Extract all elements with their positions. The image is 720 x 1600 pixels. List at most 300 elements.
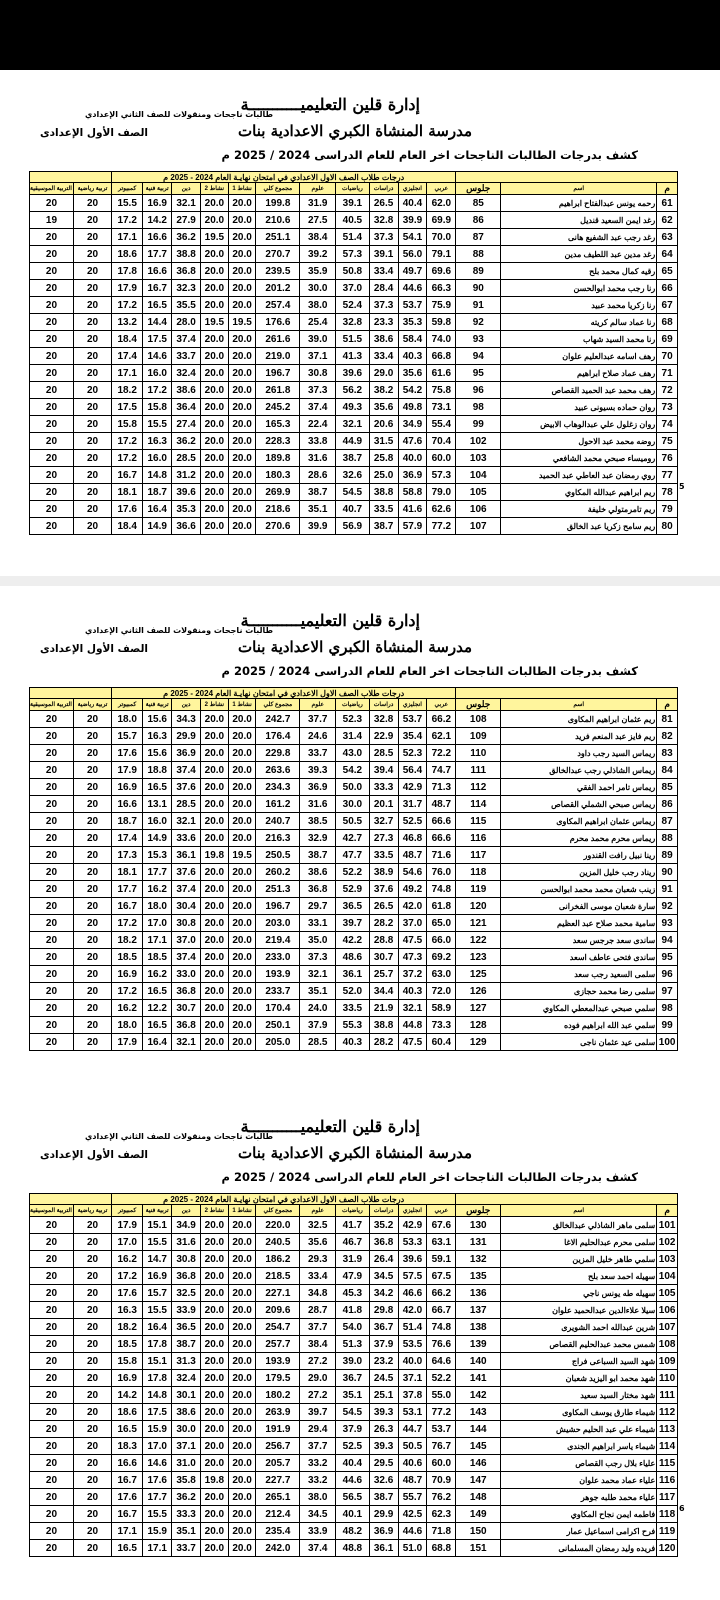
- row-number: 72: [657, 382, 678, 399]
- grade-cell: 15.7: [143, 1285, 172, 1302]
- grade-cell: 20.0: [201, 1540, 229, 1557]
- grade-cell: 39.2: [300, 246, 336, 263]
- grade-cell: 20: [73, 728, 111, 745]
- table-row: [30, 331, 678, 348]
- table-row: [30, 416, 678, 433]
- seat-number: 103: [456, 450, 501, 467]
- grade-cell: 39.6: [336, 365, 369, 382]
- grade-cell: 19.5: [228, 847, 256, 864]
- grade-cell: 26.5: [369, 898, 398, 915]
- grade-cell: 67.5: [427, 1268, 456, 1285]
- grade-cell: 65.0: [427, 915, 456, 932]
- grade-cell: 66.2: [427, 711, 456, 728]
- column-header-row: [30, 183, 678, 195]
- grade-cell: 38.7: [336, 450, 369, 467]
- grade-cell: 20: [30, 314, 74, 331]
- grade-cell: 20: [73, 467, 111, 484]
- grade-cell: 20: [73, 881, 111, 898]
- grade-cell: 20.0: [228, 467, 256, 484]
- seat-number: 121: [456, 915, 501, 932]
- grade-cell: 30.0: [300, 280, 336, 297]
- grade-cell: 74.8: [427, 1319, 456, 1336]
- total-score: 201.2: [256, 280, 300, 297]
- grade-cell: 27.9: [172, 212, 201, 229]
- grade-cell: 37.7: [300, 1319, 336, 1336]
- grade-cell: 20: [73, 1217, 111, 1234]
- grade-cell: 16.9: [112, 966, 143, 983]
- grade-cell: 20: [30, 1421, 74, 1438]
- table-row: [30, 382, 678, 399]
- grade-cell: 25.0: [369, 467, 398, 484]
- grade-cell: 20: [73, 365, 111, 382]
- grade-cell: 36.8: [369, 1234, 398, 1251]
- row-number: 79: [657, 501, 678, 518]
- grade-cell: 69.9: [427, 212, 456, 229]
- grade-cell: 20: [73, 762, 111, 779]
- total-score: 209.6: [256, 1302, 300, 1319]
- grade-cell: 39.7: [300, 1404, 336, 1421]
- grade-cell: 20.0: [201, 915, 229, 932]
- grade-cell: 20: [73, 983, 111, 1000]
- grade-cell: 14.6: [143, 1455, 172, 1472]
- grade-cell: 56.4: [398, 762, 427, 779]
- column-header: علوم: [300, 1205, 336, 1217]
- grade-cell: 32.8: [336, 314, 369, 331]
- grade-cell: 19.8: [201, 1472, 229, 1489]
- grade-cell: 20: [73, 1285, 111, 1302]
- grade-cell: 31.4: [336, 728, 369, 745]
- grade-cell: 53.1: [398, 1404, 427, 1421]
- report-title: كشف بدرجات الطالبات الناجحات اخر العام للعام الدراسى 2024 / 2025 م: [221, 1170, 638, 1184]
- grade-cell: 20: [73, 416, 111, 433]
- grade-cell: 33.9: [300, 1523, 336, 1540]
- grade-cell: 48.6: [336, 949, 369, 966]
- total-score: 212.4: [256, 1506, 300, 1523]
- grade-cell: 44.7: [398, 1421, 427, 1438]
- grade-cell: 20.0: [201, 1421, 229, 1438]
- grade-cell: 37.0: [336, 280, 369, 297]
- column-header-row: [30, 1205, 678, 1217]
- grade-cell: 20.0: [201, 518, 229, 535]
- student-name: رهف محمد عبد الحميد القصاص: [501, 382, 657, 399]
- grade-cell: 20.0: [228, 450, 256, 467]
- row-number: 63: [657, 229, 678, 246]
- total-score: 251.3: [256, 881, 300, 898]
- row-number: 78: [657, 484, 678, 501]
- total-score: 216.3: [256, 830, 300, 847]
- grade-cell: 28.2: [369, 915, 398, 932]
- seat-number: 132: [456, 1251, 501, 1268]
- grade-cell: 20: [30, 433, 74, 450]
- grade-cell: 66.6: [427, 830, 456, 847]
- grade-cell: 19: [30, 212, 74, 229]
- grade-cell: 17.8: [143, 1336, 172, 1353]
- grade-cell: 57.9: [398, 518, 427, 535]
- grade-cell: 26.3: [369, 1421, 398, 1438]
- column-header: عربي: [427, 183, 456, 195]
- grade-cell: 30.0: [336, 796, 369, 813]
- grade-cell: 37.4: [172, 762, 201, 779]
- table-row: [30, 1017, 678, 1034]
- grade-cell: 20: [73, 501, 111, 518]
- grade-cell: 20: [30, 501, 74, 518]
- row-number: 98: [657, 1000, 678, 1017]
- grade-cell: 36.4: [172, 399, 201, 416]
- table-row: [30, 745, 678, 762]
- student-name: رنا رجب محمد ابوالحسن: [501, 280, 657, 297]
- grade-cell: 20: [30, 1302, 74, 1319]
- grade-cell: 47.6: [398, 433, 427, 450]
- grade-cell: 44.9: [336, 433, 369, 450]
- grade-cell: 20.0: [201, 433, 229, 450]
- total-score: 196.7: [256, 365, 300, 382]
- grade-cell: 17.2: [112, 915, 143, 932]
- grade-cell: 37.8: [398, 1387, 427, 1404]
- grade-cell: 18.6: [112, 246, 143, 263]
- seat-number: 114: [456, 796, 501, 813]
- grade-cell: 50.5: [398, 1438, 427, 1455]
- grade-cell: 17.1: [143, 932, 172, 949]
- grade-cell: 51.4: [336, 229, 369, 246]
- grade-cell: 66.2: [427, 1285, 456, 1302]
- grade-cell: 37.4: [300, 1540, 336, 1557]
- grade-cell: 20.0: [201, 1251, 229, 1268]
- grade-cell: 20.0: [201, 898, 229, 915]
- student-name: سلمى عيد عثمان ناجى: [501, 1034, 657, 1051]
- grade-cell: 13.2: [112, 314, 143, 331]
- grade-cell: 31.9: [300, 195, 336, 212]
- grade-cell: 38.7: [369, 518, 398, 535]
- seat-number: 118: [456, 864, 501, 881]
- seat-number: 142: [456, 1387, 501, 1404]
- student-name: رحمه يونس عبدالفتاح ابراهيم: [501, 195, 657, 212]
- grade-cell: 20.0: [201, 263, 229, 280]
- total-score: 180.2: [256, 1387, 300, 1404]
- column-header: جلوس: [456, 699, 501, 711]
- grade-cell: 45.3: [336, 1285, 369, 1302]
- grade-cell: 20: [73, 711, 111, 728]
- grade-cell: 20: [73, 1506, 111, 1523]
- column-header: عربي: [427, 1205, 456, 1217]
- seat-number: 92: [456, 314, 501, 331]
- grade-cell: 16.9: [112, 1370, 143, 1387]
- grade-cell: 20.0: [228, 1387, 256, 1404]
- grade-cell: 17.0: [143, 915, 172, 932]
- table-row: [30, 898, 678, 915]
- grade-cell: 72.0: [427, 983, 456, 1000]
- grade-cell: 27.2: [300, 1387, 336, 1404]
- grade-cell: 32.8: [369, 711, 398, 728]
- grade-cell: 20: [73, 280, 111, 297]
- grade-cell: 66.0: [427, 932, 456, 949]
- grade-cell: 37.3: [300, 949, 336, 966]
- grade-label: الصف الأول الإعدادى: [40, 643, 149, 655]
- grade-cell: 50.5: [336, 813, 369, 830]
- grade-cell: 41.6: [398, 501, 427, 518]
- grade-cell: 60.0: [427, 450, 456, 467]
- grade-cell: 20.0: [201, 1234, 229, 1251]
- grade-cell: 54.1: [398, 229, 427, 246]
- grade-cell: 75.9: [427, 297, 456, 314]
- column-header: نشاط 1: [228, 183, 256, 195]
- grade-cell: 20: [30, 796, 74, 813]
- grade-cell: 52.3: [336, 711, 369, 728]
- grade-cell: 66.7: [427, 1302, 456, 1319]
- seat-number: 145: [456, 1438, 501, 1455]
- table-row: [30, 297, 678, 314]
- grade-cell: 20: [30, 1319, 74, 1336]
- grade-cell: 35.9: [300, 263, 336, 280]
- column-header: رياضيات: [336, 183, 369, 195]
- grade-cell: 20.0: [201, 1353, 229, 1370]
- grade-cell: 20.0: [228, 1523, 256, 1540]
- row-number: 83: [657, 745, 678, 762]
- table-row: [30, 1251, 678, 1268]
- grade-cell: 20: [30, 1370, 74, 1387]
- grade-cell: 38.6: [300, 864, 336, 881]
- column-header: دين: [172, 1205, 201, 1217]
- grade-cell: 39.3: [369, 1438, 398, 1455]
- grade-cell: 46.8: [398, 830, 427, 847]
- grade-cell: 20.0: [201, 1319, 229, 1336]
- grade-cell: 40.7: [336, 501, 369, 518]
- grade-cell: 56.5: [336, 1489, 369, 1506]
- grade-cell: 47.3: [398, 949, 427, 966]
- student-name: ريناد رجب خليل المزين: [501, 864, 657, 881]
- table-row: [30, 467, 678, 484]
- grade-cell: 36.6: [172, 518, 201, 535]
- grade-cell: 29.3: [300, 1251, 336, 1268]
- seat-number: 128: [456, 1017, 501, 1034]
- grade-cell: 20.0: [228, 416, 256, 433]
- grade-cell: 25.7: [369, 966, 398, 983]
- grade-cell: 20: [73, 1387, 111, 1404]
- grade-cell: 17.7: [143, 246, 172, 263]
- grade-cell: 31.0: [172, 1455, 201, 1472]
- grade-cell: 20: [73, 915, 111, 932]
- grade-cell: 77.2: [427, 518, 456, 535]
- grade-cell: 33.5: [369, 847, 398, 864]
- grade-cell: 32.3: [172, 280, 201, 297]
- grade-cell: 16.4: [143, 501, 172, 518]
- grade-cell: 38.7: [300, 847, 336, 864]
- grade-cell: 38.2: [369, 382, 398, 399]
- grade-cell: 17.9: [112, 762, 143, 779]
- grade-cell: 20.0: [201, 745, 229, 762]
- grade-cell: 20: [30, 1387, 74, 1404]
- grade-cell: 52.4: [336, 297, 369, 314]
- grade-cell: 50.0: [336, 779, 369, 796]
- column-header: دراسات: [369, 1205, 398, 1217]
- grade-cell: 20: [30, 1251, 74, 1268]
- grade-cell: 25.8: [369, 450, 398, 467]
- row-number: 70: [657, 348, 678, 365]
- grade-cell: 20.0: [201, 1523, 229, 1540]
- grade-cell: 52.9: [336, 881, 369, 898]
- grade-cell: 37.9: [336, 1421, 369, 1438]
- grade-cell: 31.3: [172, 1353, 201, 1370]
- seat-number: 137: [456, 1302, 501, 1319]
- seat-number: 91: [456, 297, 501, 314]
- student-name: سارة شعبان موسى الفخرانى: [501, 898, 657, 915]
- table-row: [30, 915, 678, 932]
- grade-cell: 38.0: [300, 1489, 336, 1506]
- grade-cell: 54.2: [398, 382, 427, 399]
- column-header-row: [30, 699, 678, 711]
- grade-cell: 14.8: [143, 1387, 172, 1404]
- table-row: [30, 501, 678, 518]
- grade-cell: 16.6: [112, 796, 143, 813]
- column-header: دراسات: [369, 183, 398, 195]
- grade-cell: 37.6: [172, 864, 201, 881]
- total-score: 179.5: [256, 1370, 300, 1387]
- grade-cell: 25.4: [300, 314, 336, 331]
- table-row: [30, 450, 678, 467]
- grade-cell: 35.5: [172, 297, 201, 314]
- grade-cell: 20.6: [369, 416, 398, 433]
- total-score: 219.4: [256, 932, 300, 949]
- total-score: 218.6: [256, 501, 300, 518]
- grade-cell: 17.2: [143, 382, 172, 399]
- grade-cell: 20: [30, 881, 74, 898]
- column-header: م: [657, 699, 678, 711]
- grade-cell: 63.0: [427, 966, 456, 983]
- report-title: كشف بدرجات الطالبات الناجحات اخر العام للعام الدراسى 2024 / 2025 م: [221, 664, 638, 678]
- admin-title: إدارة قلين التعليميـــــــــــة: [240, 95, 420, 114]
- grade-cell: 66.8: [427, 348, 456, 365]
- grade-cell: 16.0: [143, 365, 172, 382]
- grade-cell: 20: [30, 779, 74, 796]
- table-row: [30, 847, 678, 864]
- grade-cell: 20.0: [201, 1302, 229, 1319]
- column-header: اسم: [501, 699, 657, 711]
- grade-cell: 20.0: [228, 1017, 256, 1034]
- grade-cell: 39.9: [398, 212, 427, 229]
- grade-cell: 20: [30, 1034, 74, 1051]
- grade-cell: 35.1: [172, 1523, 201, 1540]
- column-header: تربية رياضية: [73, 1205, 111, 1217]
- seat-number: 93: [456, 331, 501, 348]
- grade-cell: 20.0: [201, 1000, 229, 1017]
- grade-cell: 17.2: [112, 212, 143, 229]
- row-number: 109: [657, 1353, 678, 1370]
- total-score: 193.9: [256, 966, 300, 983]
- seat-number: 120: [456, 898, 501, 915]
- grade-cell: 34.5: [369, 1268, 398, 1285]
- grade-cell: 20: [30, 983, 74, 1000]
- grade-cell: 17.7: [112, 881, 143, 898]
- grade-cell: 33.3: [369, 779, 398, 796]
- grade-cell: 20: [30, 1438, 74, 1455]
- grade-cell: 40.1: [336, 1506, 369, 1523]
- grade-cell: 20: [73, 1523, 111, 1540]
- grade-cell: 18.5: [143, 949, 172, 966]
- grade-cell: 17.1: [112, 1523, 143, 1540]
- grade-cell: 40.0: [398, 450, 427, 467]
- grade-cell: 42.7: [336, 830, 369, 847]
- table-row: [30, 280, 678, 297]
- row-number: 96: [657, 966, 678, 983]
- grade-cell: 20.0: [228, 1234, 256, 1251]
- grade-cell: 20: [30, 229, 74, 246]
- column-header: علوم: [300, 699, 336, 711]
- grade-cell: 19.8: [201, 847, 229, 864]
- grade-cell: 31.5: [369, 433, 398, 450]
- grade-cell: 20.0: [201, 1387, 229, 1404]
- grade-cell: 17.2: [112, 983, 143, 1000]
- grade-cell: 36.1: [172, 847, 201, 864]
- seat-number: 139: [456, 1336, 501, 1353]
- grade-cell: 28.0: [172, 314, 201, 331]
- grade-cell: 36.7: [336, 1370, 369, 1387]
- grade-cell: 37.4: [172, 331, 201, 348]
- top-black-bar: [0, 0, 720, 70]
- grade-cell: 28.2: [369, 1034, 398, 1051]
- table-row: [30, 779, 678, 796]
- table-row: [30, 195, 678, 212]
- column-header: تربية رياضية: [73, 699, 111, 711]
- grade-cell: 32.1: [172, 1034, 201, 1051]
- grade-cell: 37.0: [172, 932, 201, 949]
- grade-cell: 17.9: [112, 1217, 143, 1234]
- total-score: 227.7: [256, 1472, 300, 1489]
- grade-cell: 34.9: [398, 416, 427, 433]
- grade-cell: 17.9: [112, 280, 143, 297]
- seat-number: 126: [456, 983, 501, 1000]
- total-score: 218.5: [256, 1268, 300, 1285]
- seat-number: 110: [456, 745, 501, 762]
- grade-cell: 74.7: [427, 762, 456, 779]
- table-row: [30, 1217, 678, 1234]
- grade-cell: 18.2: [112, 1319, 143, 1336]
- column-header: نشاط 2: [201, 699, 229, 711]
- grade-cell: 68.8: [427, 1540, 456, 1557]
- grade-cell: 20: [73, 847, 111, 864]
- grade-cell: 20.0: [228, 745, 256, 762]
- grade-cell: 62.0: [427, 195, 456, 212]
- student-name: ريماس محرم محمد محرم: [501, 830, 657, 847]
- grade-cell: 20: [73, 1472, 111, 1489]
- column-header: كمبيوتر: [112, 699, 143, 711]
- seat-number: 104: [456, 467, 501, 484]
- table-row: [30, 1421, 678, 1438]
- grade-cell: 13.1: [143, 796, 172, 813]
- grade-cell: 17.2: [112, 297, 143, 314]
- row-number: 105: [657, 1285, 678, 1302]
- grade-cell: 67.6: [427, 1217, 456, 1234]
- grade-cell: 20: [30, 1234, 74, 1251]
- student-name: شيماء ياسر ابراهيم الجندى: [501, 1438, 657, 1455]
- grade-cell: 20: [73, 1353, 111, 1370]
- table-row: [30, 518, 678, 535]
- table-row: [30, 1387, 678, 1404]
- student-name: رغد ايمن السعيد قنديل: [501, 212, 657, 229]
- grade-cell: 20.0: [201, 416, 229, 433]
- column-header: رياضيات: [336, 1205, 369, 1217]
- grade-cell: 20.0: [201, 501, 229, 518]
- grade-cell: 20.0: [201, 484, 229, 501]
- grade-cell: 37.9: [369, 1336, 398, 1353]
- grade-cell: 38.7: [369, 1489, 398, 1506]
- grade-cell: 49.2: [398, 881, 427, 898]
- grade-cell: 20: [73, 399, 111, 416]
- column-header: التربية الموسيقية: [30, 699, 74, 711]
- table-row: [30, 1268, 678, 1285]
- student-name: ريم ابراهيم عبدالله المكاوي: [501, 484, 657, 501]
- grade-cell: 20.0: [228, 212, 256, 229]
- grade-cell: 49.3: [336, 399, 369, 416]
- total-score: 233.7: [256, 983, 300, 1000]
